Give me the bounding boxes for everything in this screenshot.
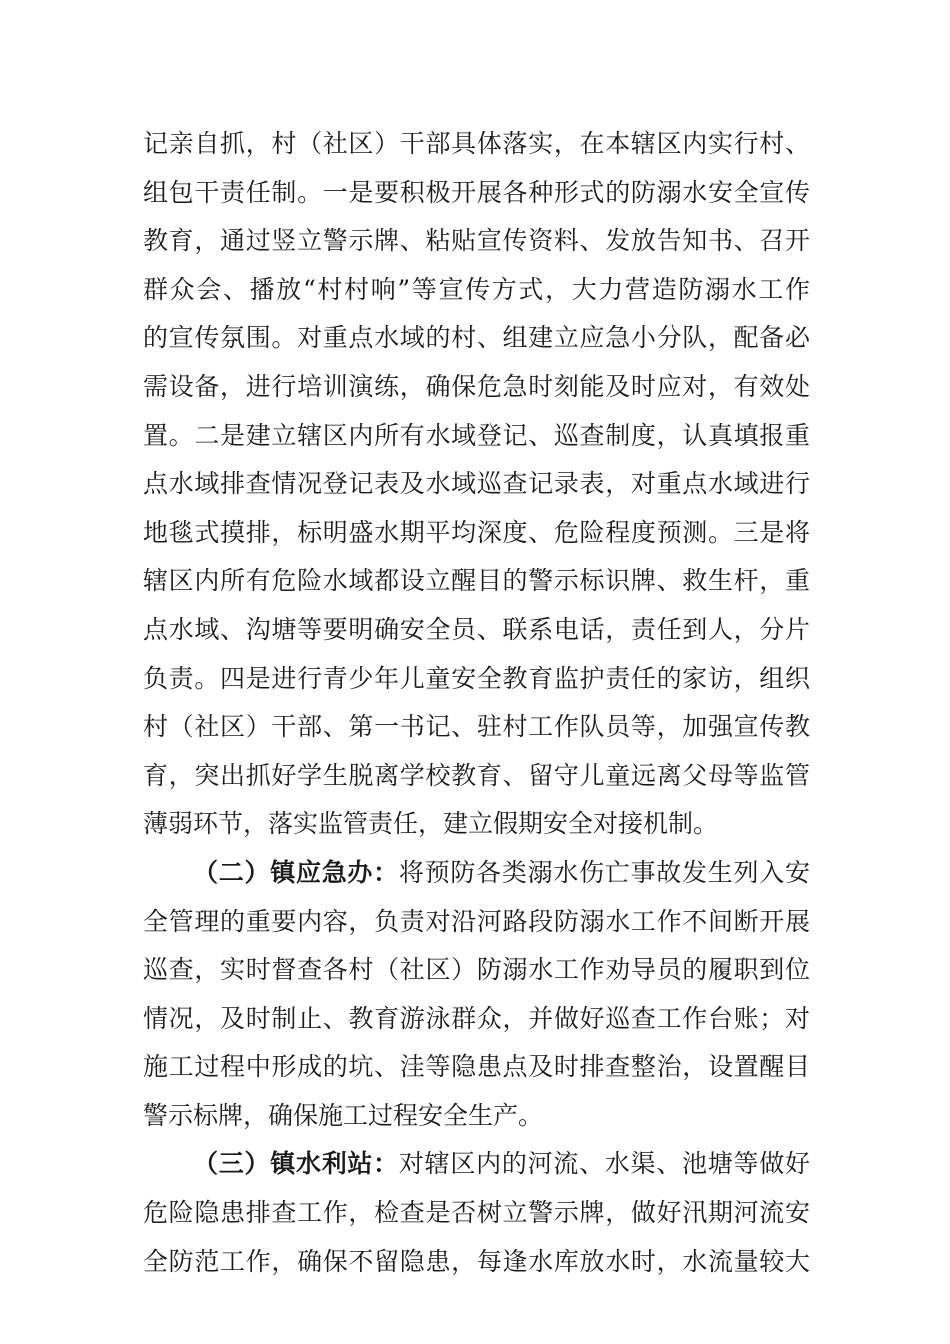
paragraph-water-station (143, 1140, 810, 1286)
text-line: 巡查，实时督查各村（社区）防溺水工作劝导员的履职到位 (143, 955, 810, 985)
document-body (143, 120, 810, 1286)
text-line: 负责。四是进行青少年儿童安全教育监护责任的家访，组织 (143, 663, 810, 693)
text-line: 教育，通过竖立警示牌、粘贴宣传资料、发放告知书、召开 (143, 226, 810, 256)
text-line: 点水域、沟塘等要明确安全员、联系电话，责任到人，分片 (143, 614, 810, 644)
text-line: 记亲自抓，村（社区）干部具体落实，在本辖区内实行村、 (143, 129, 810, 158)
text-line: 情况，及时制止、教育游泳群众，并做好巡查工作台账；对 (143, 1003, 810, 1033)
text-line: 危险隐患排查工作，检查是否树立警示牌，做好汛期河流安 (143, 1198, 810, 1228)
text-line: 需设备，进行培训演练，确保危急时刻能及时应对，有效处 (143, 371, 810, 401)
text-line: 村（社区）干部、第一书记、驻村工作队员等，加强宣传教 (143, 712, 810, 742)
section-text: 将预防各类溺水伤亡事故发生列入安 (398, 857, 810, 887)
section-heading: （三）镇水利站： (193, 1149, 399, 1179)
text-line: 群众会、播放“村村响”等宣传方式，大力营造防溺水工作 (143, 274, 810, 304)
text-line (143, 849, 810, 898)
text-line: 全管理的重要内容，负责对沿河路段防溺水工作不间断开展 (143, 906, 810, 936)
text-line: 置。二是建立辖区内所有水域登记、巡查制度，认真填报重 (143, 420, 810, 450)
text-line: 全防范工作，确保不留隐患，每逢水库放水时，水流量较大 (143, 1246, 810, 1276)
text-line: 施工过程中形成的坑、洼等隐患点及时排查整治，设置醒目 (143, 1052, 810, 1082)
section-text: 对辖区内的河流、水渠、池塘等做好 (398, 1149, 810, 1179)
text-line: 组包干责任制。一是要积极开展各种形式的防溺水安全宣传 (143, 177, 810, 207)
text-line: 育，突出抓好学生脱离学校教育、留守儿童远离父母等监管 (143, 760, 810, 790)
text-line: 薄弱环节，落实监管责任，建立假期安全对接机制。 (143, 809, 719, 839)
text-line: 辖区内所有危险水域都设立醒目的警示标识牌、救生杆，重 (143, 566, 810, 596)
text-line: 的宣传氛围。对重点水域的村、组建立应急小分队，配备必 (143, 323, 810, 353)
section-heading: （二）镇应急办： (193, 857, 399, 887)
text-line: 警示标牌，确保施工过程安全生产。 (143, 1100, 544, 1130)
text-line: 点水域排查情况登记表及水域巡查记录表，对重点水域进行 (143, 469, 810, 499)
text-line (143, 1140, 810, 1189)
text-line: 地毯式摸排，标明盛水期平均深度、危险程度预测。三是将 (143, 517, 810, 547)
paragraph-responsibility-system (143, 120, 810, 849)
paragraph-emergency-office (143, 849, 810, 1141)
